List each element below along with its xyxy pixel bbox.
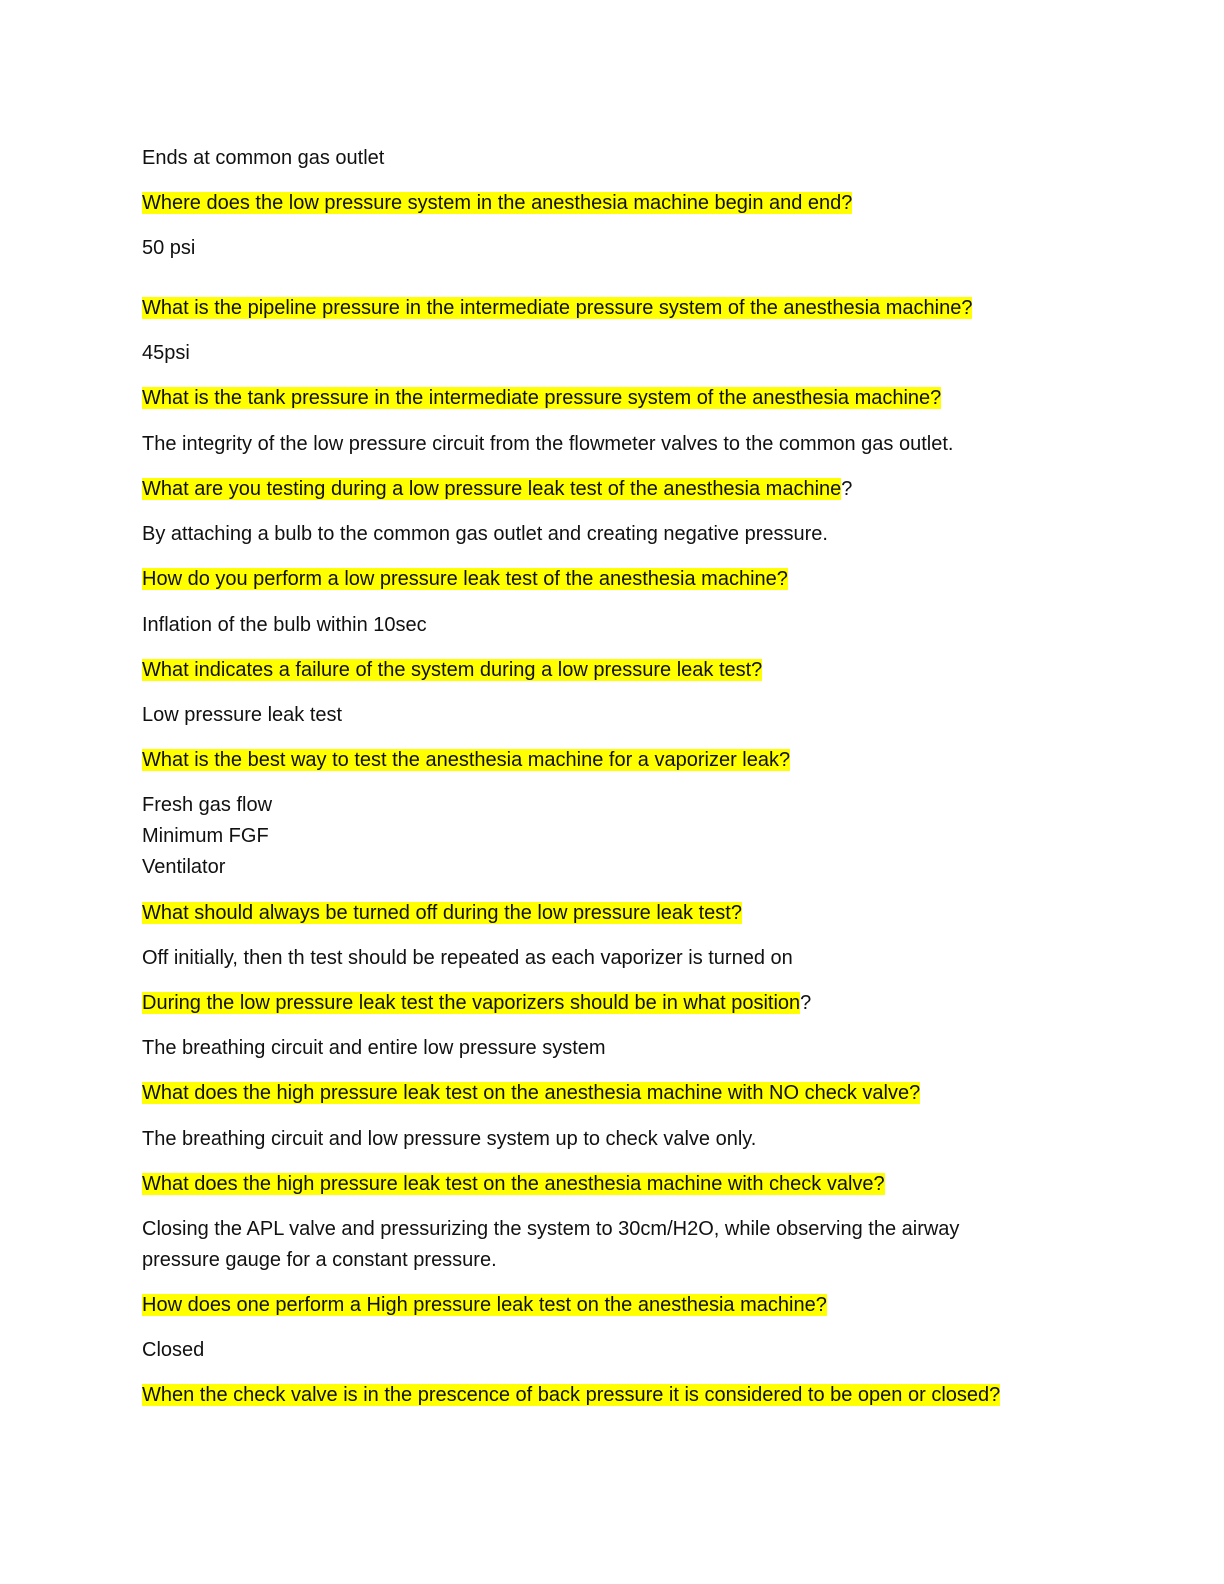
answer-text (142, 793, 272, 817)
answer-text (142, 236, 195, 260)
answer-span: Minimum FGF (142, 825, 269, 847)
answer-span: The breathing circuit and entire low pressure system (142, 1037, 606, 1059)
highlighted-question: What does the high pressure leak test on the anesthesia machine with NO check valve? (142, 1082, 921, 1104)
question-mark: ? (800, 992, 812, 1014)
highlighted-question: What should always be turned off during the low pressure leak test? (142, 902, 742, 924)
question-text (142, 191, 852, 215)
highlighted-question: What is the pipeline pressure in the intermediate pressure system of the anesthesia machine? (142, 297, 973, 319)
answer-span: 45psi (142, 342, 190, 364)
answer-span: Low pressure leak test (142, 704, 343, 726)
answer-text (142, 946, 793, 970)
answer-text (142, 522, 828, 546)
question-text (142, 1081, 920, 1105)
answer-text (142, 432, 953, 456)
answer-text (142, 1036, 606, 1060)
question-text (142, 477, 852, 501)
highlighted-question: What is the tank pressure in the intermediate pressure system of the anesthesia machine? (142, 387, 942, 409)
answer-text (142, 1338, 204, 1362)
question-text (142, 748, 790, 772)
answer-span: pressure gauge for a constant pressure. (142, 1249, 497, 1271)
highlighted-question: During the low pressure leak test the vaporizers should be in what position (142, 992, 801, 1014)
question-text (142, 296, 972, 320)
answer-text (142, 613, 427, 637)
question-text (142, 658, 762, 682)
answer-text (142, 341, 190, 365)
answer-text (142, 855, 225, 879)
answer-span: Fresh gas flow (142, 794, 273, 816)
highlighted-question: What indicates a failure of the system during a low pressure leak test? (142, 659, 763, 681)
highlighted-question: What does the high pressure leak test on the anesthesia machine with check valve? (142, 1173, 885, 1195)
question-mark: ? (841, 478, 853, 500)
answer-text (142, 1248, 497, 1272)
answer-span: Ventilator (142, 856, 226, 878)
answer-span: The integrity of the low pressure circuit from the flowmeter valves to the common gas outlet. (142, 433, 954, 455)
answer-span: Ends at common gas outlet (142, 147, 385, 169)
question-text (142, 1293, 827, 1317)
answer-span: Closed (142, 1339, 205, 1361)
answer-span: Closing the APL valve and pressurizing the system to 30cm/H2O, while observing the airway (142, 1218, 960, 1240)
answer-span: Off initially, then th test should be repeated as each vaporizer is turned on (142, 947, 793, 969)
question-text (142, 901, 742, 925)
question-text (142, 991, 811, 1015)
question-text (142, 1172, 885, 1196)
answer-span: 50 psi (142, 237, 196, 259)
question-text (142, 1383, 1000, 1407)
highlighted-question: What is the best way to test the anesthesia machine for a vaporizer leak? (142, 749, 791, 771)
question-text (142, 567, 788, 591)
answer-text (142, 1217, 959, 1241)
answer-text (142, 824, 269, 848)
answer-text (142, 146, 384, 170)
highlighted-question: Where does the low pressure system in the anesthesia machine begin and end? (142, 192, 853, 214)
answer-span: Inflation of the bulb within 10sec (142, 614, 427, 636)
highlighted-question: How does one perform a High pressure leak test on the anesthesia machine? (142, 1294, 827, 1316)
answer-text (142, 1127, 756, 1151)
highlighted-question: How do you perform a low pressure leak test of the anesthesia machine? (142, 568, 788, 590)
highlighted-question: What are you testing during a low pressure leak test of the anesthesia machine (142, 478, 842, 500)
question-text (142, 386, 941, 410)
answer-span: The breathing circuit and low pressure system up to check valve only. (142, 1128, 757, 1150)
highlighted-question: When the check valve is in the prescence of back pressure it is considered to be open or closed? (142, 1384, 1001, 1406)
answer-span: By attaching a bulb to the common gas outlet and creating negative pressure. (142, 523, 828, 545)
answer-text (142, 703, 342, 727)
